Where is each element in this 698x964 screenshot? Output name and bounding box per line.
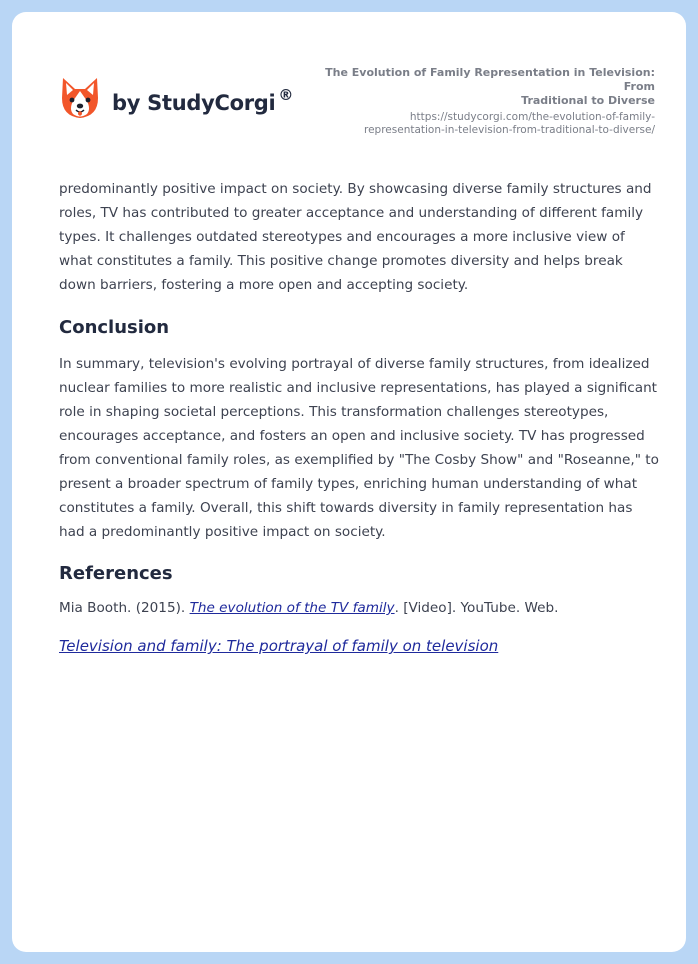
- registered-mark: ®: [278, 85, 294, 104]
- conclusion-heading: Conclusion: [59, 317, 170, 338]
- reference-link[interactable]: The evolution of the TV family: [189, 600, 395, 616]
- page-header: [12, 12, 686, 152]
- related-article-link[interactable]: Television and family: The portrayal of family on television: [59, 637, 499, 655]
- document-page: [12, 12, 686, 952]
- document-title-line-2: Traditional to Diverse: [521, 94, 655, 107]
- document-url-line-1: https://studycorgi.com/the-evolution-of-family-: [409, 111, 655, 123]
- corgi-icon: [60, 76, 100, 120]
- conclusion-paragraph: In summary, television's evolving portrayal of diverse family structures, from idealized nuclear families to more realistic and inclusive representations, has played a significant role in shaping societal perceptions. This transformation challenges stereotypes, encourages acceptance, and fosters an open and inclusive society. TV has progressed from conventional family roles, as exemplified by "The Cosby Show" and "Roseanne," to present a broader spectrum of family types, enriching human understanding of what constitutes a family. Overall, this shift towards diversity in family representation has had a predominantly positive impact on society.: [59, 356, 659, 540]
- reference-source: . [Video]. YouTube. Web.: [394, 600, 559, 616]
- reference-author: Mia Booth. (2015).: [59, 600, 190, 616]
- document-url[interactable]: [295, 111, 655, 137]
- document-title-line-1: The Evolution of Family Representation in Television: From: [325, 66, 655, 93]
- document-url-line-2: representation-in-television-from-traditional-to-diverse/: [364, 124, 655, 136]
- document-meta: [295, 66, 655, 137]
- document-body: [59, 177, 659, 657]
- references-heading: References: [59, 563, 173, 584]
- reference-item: [59, 596, 659, 620]
- studycorgi-logo[interactable]: [60, 76, 293, 120]
- intro-paragraph: predominantly positive impact on society. By showcasing diverse family structures and roles, TV has contributed to greater acceptance and understanding of different family types. It challenges outdated stereotypes and encourages a more inclusive view of what constitutes a family. This positive change promotes diversity and helps break down barriers, fostering a more open and accepting society.: [59, 181, 652, 293]
- brand-name: by StudyCorgi ®: [112, 85, 294, 115]
- document-title: [295, 66, 655, 108]
